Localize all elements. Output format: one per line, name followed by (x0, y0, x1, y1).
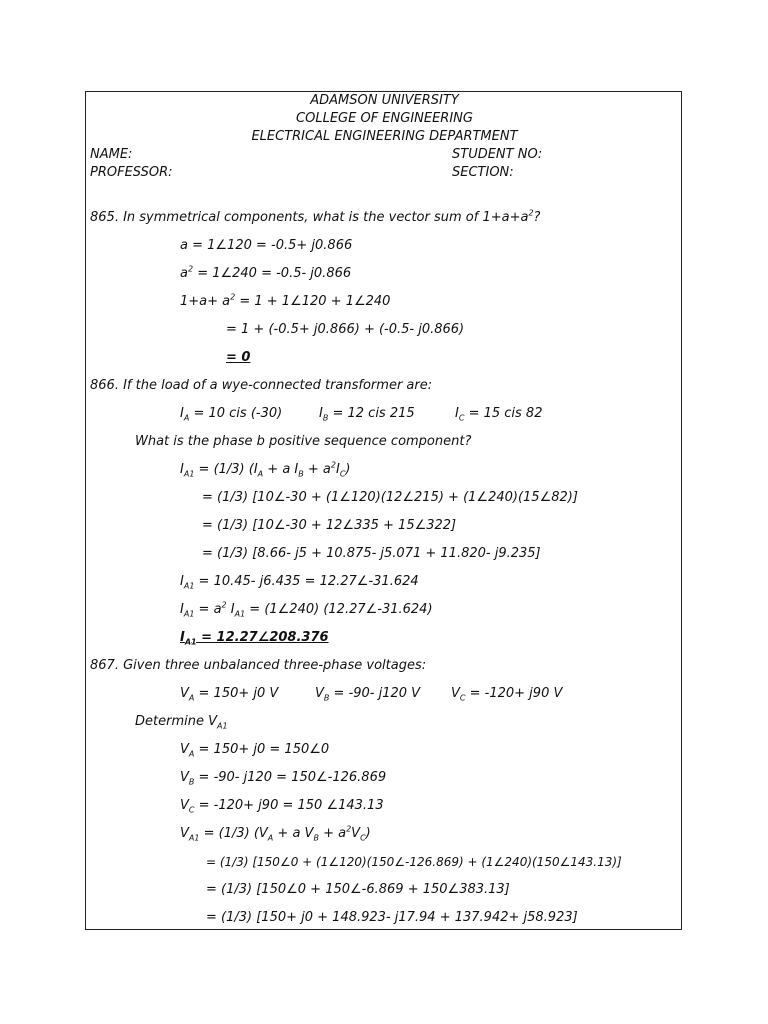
college-title: COLLEGE OF ENGINEERING (296, 111, 473, 126)
p865-line-1: a = 1∠120 = -0.5+ j0.866 (180, 238, 353, 253)
p867-step-7: = (1/3) [150+ j0 + 148.923- j17.94 + 137.942+ j58.923] (206, 910, 578, 925)
p867-step-6: = (1/3) [150∠0 + 150∠-6.869 + 150∠383.13] (206, 882, 510, 897)
problem-865-question: 865. In symmetrical components, what is the vector sum of $1+a+a^2$? (90, 208, 541, 225)
student-no-label: STUDENT NO: (452, 147, 543, 162)
section-label: SECTION: (452, 165, 514, 180)
p867-vb: $V_B = -90-$ j120 V (315, 686, 421, 703)
p865-answer: = 0 (226, 350, 251, 365)
document-page (85, 91, 682, 930)
problem-867-question: 867. Given three unbalanced three-phase voltages: (90, 658, 427, 673)
p867-determine: Determine $V_{A1}$ (135, 714, 228, 731)
name-label: NAME: (90, 147, 133, 162)
p866-step-3: = (1/3) [10∠-30 + 12∠335 + 15∠322] (202, 518, 457, 533)
p867-vc: $V_C = -120+ j90$ V (451, 686, 563, 703)
p865-line-4: = 1 + (-0.5+ j0.866) + (-0.5- j0.866) (226, 322, 465, 337)
p865-line-3: $1+a+ a^2 = 1$ + 1∠120 + 1∠240 (180, 292, 391, 309)
department-title: ELECTRICAL ENGINEERING DEPARTMENT (251, 129, 518, 144)
p866-formula: $I_{A1} = (1/3) (I_A + a$ $I_B + a^2I_C$) (180, 460, 351, 479)
university-title: ADAMSON UNIVERSITY (310, 93, 459, 108)
p866-step-2: = (1/3) [10∠-30 + (1∠120)(12∠215) + (1∠240)(15∠82)] (202, 490, 578, 505)
p866-ia: $I_A = 10$ cis (-30) (180, 406, 283, 423)
p866-step-6: $I_{A1} = a^2$ $I_{A1}$ = (1∠240) (12.27∠-31.624) (180, 600, 433, 619)
p866-step-4: = (1/3) [8.66- j5 + 10.875- j5.071 + 11.820- j9.235] (202, 546, 541, 561)
p866-ib: $I_B = 12$ cis 215 (319, 406, 415, 423)
p866-answer: $I_{A1}$ = 12.27∠208.376 (180, 630, 329, 647)
p867-step-1: $V_A = 150+ j0$ = 150∠0 (180, 742, 330, 759)
p867-step-2: $V_B = -90-$ j120 = 150∠-126.869 (180, 770, 387, 787)
p866-prompt: What is the phase b positive sequence component? (135, 434, 472, 449)
p867-step-5: = (1/3) [150∠0 + (1∠120)(150∠-126.869) + (1∠240)(150∠143.13)] (206, 855, 622, 869)
p866-ic: $I_C = 15$ cis 82 (455, 406, 543, 423)
p865-line-2: $a^2$ = 1∠240 = -0.5- j0.866 (180, 264, 352, 281)
problem-866-question: 866. If the load of a wye-connected transformer are: (90, 378, 433, 393)
professor-label: PROFESSOR: (90, 165, 173, 180)
p866-step-5: $I_{A1} = 10.45-$ j6.435 = 12.27∠-31.624 (180, 574, 419, 591)
p867-va: $V_A = 150+ j0$ V (180, 686, 279, 703)
p867-step-3: $V_C = -120+ j90 = 150$ ∠143.13 (180, 798, 384, 815)
p867-formula: $V_{A1} = (1/3) (V_A + a$ $V_B + a^2V_C$) (180, 824, 371, 843)
